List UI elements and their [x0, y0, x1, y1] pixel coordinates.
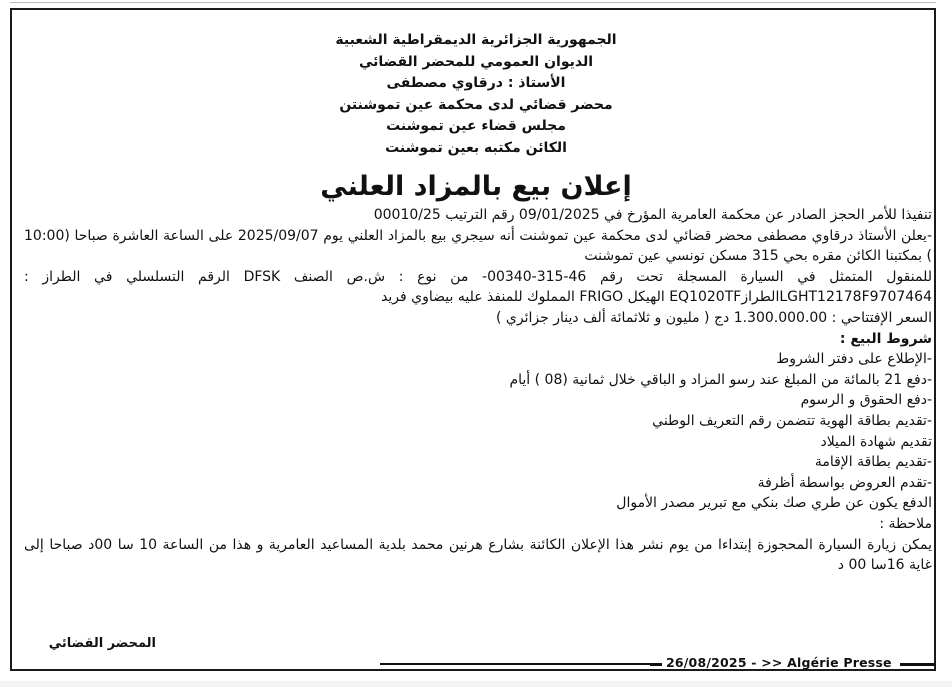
condition-item: -دفع 21 بالمائة من المبلغ عند رسو المزاد و الباقي خلال ثمانية (08 ) أيام	[509, 371, 932, 388]
page-title: إعلان بيع بالمزاد العلني	[320, 171, 632, 202]
condition-item: تقديم شهادة الميلاد	[820, 433, 932, 450]
condition-item: -دفع الحقوق و الرسوم	[800, 392, 932, 409]
condition-item: -الإطلاع على دفتر الشروط	[776, 351, 932, 368]
intro-paragraph-sale-date: -يعلن الأستاذ درقاوي مصطفى محضر قضائي لدى محكمة عين تموشنت أنه سيجري بيع بالمزاد العلني يوم 2025/09/07 على الساعة العاشرة صباحا (10:00 ) بمكتبنا الكائن مقره بحي 315 مسكن تونسي عين تموشنت	[24, 227, 932, 265]
signature: المحضر القضائي	[48, 636, 156, 651]
announcement-header	[0, 30, 952, 159]
header-line-republic: الجمهورية الجزائرية الديمقراطية الشعبية	[335, 32, 617, 48]
note-paragraph: يمكن زيارة السيارة المحجوزة إبتداءا من يوم نشر هذا الإعلان الكائنة بشارع هرنين محمد بلدية المساعيد العامرية و هذا من الساعة 10 سا 00د صباحا إلى غاية 16سا 00 د	[24, 536, 932, 574]
footer-source: 26/08/2025 - >> Algérie Presse	[666, 655, 892, 670]
condition-item: -تقدم العروض بواسطة أظرفة	[757, 474, 932, 491]
page-bottom-shadow	[0, 681, 952, 687]
note-heading: ملاحظة :	[879, 515, 932, 532]
conditions-heading: شروط البيع :	[839, 330, 932, 347]
announcement-body	[24, 205, 932, 576]
intro-paragraph-order: تنفيذا للأمر الحجز الصادر عن محكمة العامرية المؤرخ في 09/01/2025 رقم الترتيب 00010/25	[373, 207, 932, 223]
header-line-council: مجلس قضاء عين تموشنت	[386, 118, 566, 134]
footer-rule-left	[650, 663, 662, 666]
header-line-bailiff-name: الأستاذ : درقاوي مصطفى	[386, 75, 566, 91]
header-line-office: الديوان العمومي للمحضر القضائي	[358, 53, 594, 70]
footer	[0, 653, 952, 677]
header-line-court: محضر قضائي لدى محكمة عين تموشنتن	[339, 96, 613, 113]
intro-paragraph-price: السعر الإفتتاحي : 1.300.000.00 دج ( مليون و ثلاثمائة ألف دينار جزائري )	[496, 309, 932, 326]
condition-item: -تقديم بطاقة الإقامة	[814, 454, 932, 471]
footer-rule	[380, 663, 650, 665]
header-line-office-location: الكائن مكتبه بعين تموشنت	[385, 139, 567, 156]
condition-item: الدفع يكون عن طري صك بنكي مع تبرير مصدر الأموال	[616, 495, 932, 512]
condition-item: -تقديم بطاقة الهوية تتضمن رقم التعريف الوطني	[652, 412, 932, 429]
frame-top-shadow	[10, 2, 936, 7]
intro-paragraph-vehicle: للمنقول المتمثل في السيارة المسجلة تحت رقم 46-315-00340- من نوع : ش.ص الصنف DFSK الرقم التسلسلي في الطراز : LGHT12178F9707464الطرازEQ1020TF الهيكل FRIGO المملوك للمنفذ عليه بيضاوي فريد	[24, 268, 932, 306]
footer-rule-right	[900, 663, 936, 666]
